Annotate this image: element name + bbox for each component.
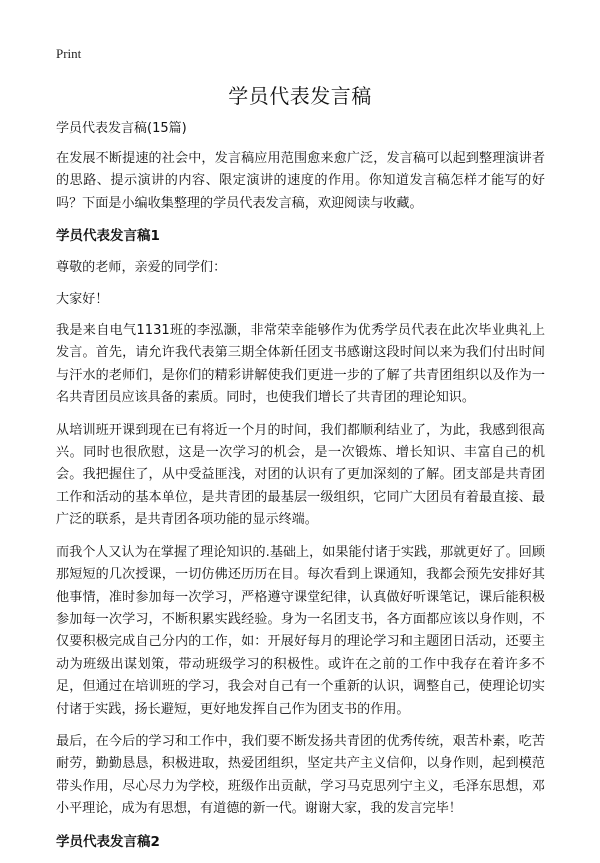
section-heading: 学员代表发言稿1	[56, 228, 160, 245]
intro-paragraph: 在发展不断提速的社会中，发言稿应用范围愈来愈广泛，发言稿可以起到整理演讲者的思路、提示演讲的内容、限定演讲的速度的作用。你知道发言稿怎样才能写的好吗？下面是小编收集整理的学员代表发言稿，欢迎阅读与收藏。	[56, 151, 545, 211]
document-subtitle: 学员代表发言稿(15篇)	[56, 121, 187, 136]
section-heading: 学员代表发言稿2	[56, 833, 160, 850]
body-paragraph: 而我个人又认为在掌握了理论知识的.基础上，如果能付诸于实践，那就更好了。回顾那短短的几次授课，一切仿佛还历历在目。每次看到上课通知，我都会预先安排好其他事情，准时参加每一次学习，严格遵守课堂纪律，认真做好听课笔记，课后能积极参加每一次学习，不断积累实践经验。身为一名团支书，各方面都应该以身作则，不仅要积极完成自己分内的工作，如：开展好每月的理论学习和主题团日活动，还要主动为班级出谋划策，带动班级学习的积极性。或许在之前的工作中我存在着许多不足，但通过在培训班的学习，我会对自己有一个重新的认识，调整自己，使理论切实付诸于实践，扬长避短，更好地发挥自己作为团支书的作用。	[56, 544, 545, 717]
closing-paragraph: 最后，在今后的学习和工作中，我们要不断发扬共青团的优秀传统，艰苦朴素，吃苦耐劳，勤勤恳恳，积极进取，热爱团组织，坚定共产主义信仰，以身作则，起到模范带头作用，尽心尽力为学校，班级作出贡献，学习马克思列宁主义，毛泽东思想，邓小平理论，成为有思想，有道德的新一代。谢谢大家，我的发言完毕！	[56, 733, 545, 817]
document-title: 学员代表发言稿	[228, 84, 372, 108]
body-paragraph: 我是来自电气1131班的李泓灏，非常荣幸能够作为优秀学员代表在此次毕业典礼上发言。首先，请允许我代表第三期全体新任团支书感谢这段时间以来为我们付出时间与汗水的老师们，是你们的精彩讲解使我们更进一步的了解了共青团组织以及作为一名共青团员应该具备的素质。同时，也使我们增长了共青团的理论知识。	[56, 323, 545, 406]
document-body	[56, 118, 545, 863]
greeting-paragraph: 大家好！	[56, 291, 109, 307]
body-paragraph: 从培训班开课到现在已有将近一个月的时间，我们都顺利结业了，为此，我感到很高兴。同时也很欣慰，这是一次学习的机会，是一次锻炼、增长知识、丰富自己的机会。我把握住了，从中受益匪浅，对团的认识有了更加深刻的了解。团支部是共青团工作和活动的基本单位，是共青团的最基层一级组织，它同广大团员有着最直接、最广泛的联系，是共青团各项功能的显示终端。	[56, 422, 545, 528]
print-link[interactable]: Print	[56, 46, 82, 61]
salutation-paragraph: 尊敬的老师，亲爱的同学们：	[56, 260, 227, 276]
